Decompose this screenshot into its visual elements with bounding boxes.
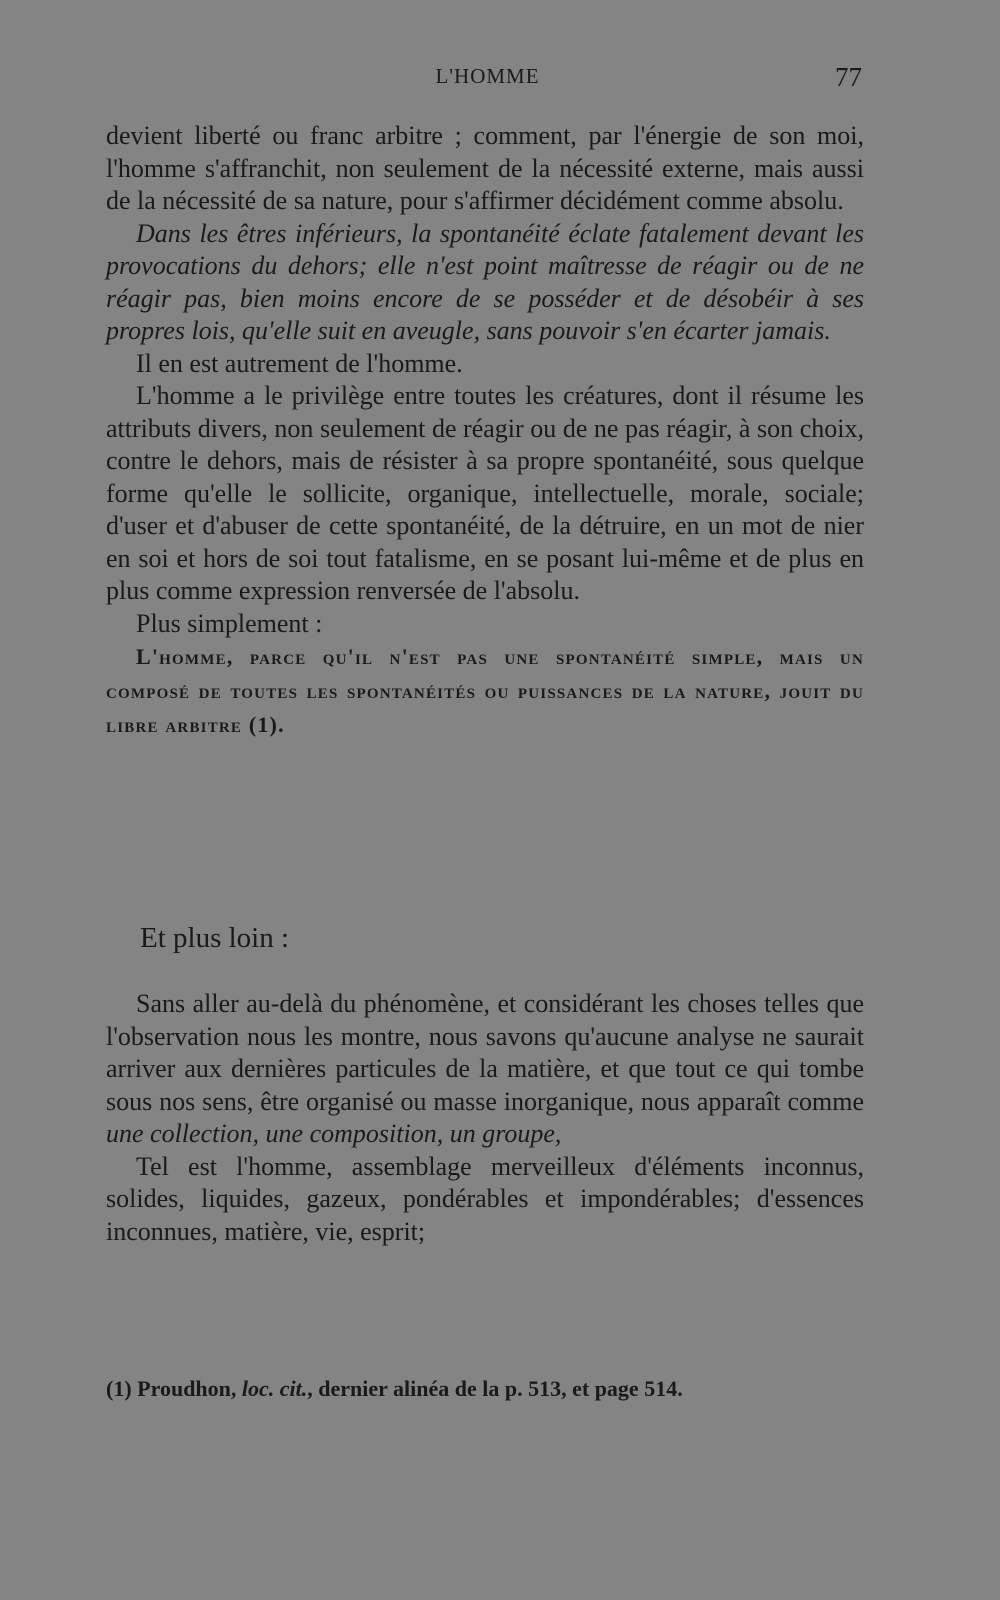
paragraph-such-is-man: Tel est l'homme, assemblage merveilleux d'éléments inconnus, solides, liquides, gazeux, pondérables et impondérables; d'essences inconnues, matière, vie, esprit; (106, 1151, 864, 1246)
paragraph-italic-inferior-beings: Dans les êtres inférieurs, la spontanéité éclate fatalement devant les provocations du dehors; elle n'est point maîtresse de réagir ou de ne réagir pas, bien moins encore de se posséder et de désobéir à ses propres lois, qu'elle suit en aveugle, sans pouvoir s'en écarter jamais. (106, 218, 864, 345)
paragraph-otherwise-man: Il en est autrement de l'homme. (136, 348, 463, 378)
paragraph-beyond-phenomenon-italic: une collection, une composition, un groupe, (106, 1119, 562, 1148)
footnote (106, 1374, 864, 1404)
running-head (0, 64, 1000, 96)
transition-heading-block (106, 922, 864, 955)
paragraph-beyond-phenomenon (106, 988, 864, 1151)
paragraph-block-2 (106, 988, 864, 1248)
paragraph-privilege: L'homme a le privilège entre toutes les créatures, dont il résume les attributs divers, non seulement de réagir ou de ne pas réagir, à son choix, contre le dehors, mais de résister à sa propre spontanéité, sous quelque forme qu'elle le sollicite, organique, intellectuelle, morale, sociale; d'user et d'abuser de cette spontanéité, de la détruire, en un mot de nier en soi et hors de soi tout fatalisme, en se posant lui-même et de plus en plus comme expression renversée de l'absolu. (106, 381, 864, 605)
paragraph-beyond-phenomenon-text: Sans aller au-delà du phénomène, et considérant les choses telles que l'observation nous les montre, nous savons qu'aucune analyse ne saurait arriver aux dernières particules de la matière, et que tout ce qui tombe sous nos sens, être organisé ou masse inorganique, nous apparaît comme (106, 989, 864, 1116)
transition-heading: Et plus loin : (140, 922, 290, 954)
footnote-citation: loc. cit. (241, 1376, 308, 1401)
page-number: 77 (835, 62, 862, 92)
chapter-title: L'HOMME (435, 64, 540, 88)
paragraph-smallcaps-conclusion: L'homme, parce qu'il n'est pas une spontanéité simple, mais un composé de toutes les spontanéités ou puissances de la nature, jouit du libre arbitre (1). (106, 644, 864, 737)
footnote-lead: (1) Proudhon, (106, 1376, 237, 1401)
paragraph-continued: devient liberté ou franc arbitre ; comment, par l'énergie de son moi, l'homme s'affranchit, non seulement de la nécessité externe, mais aussi de la nécessité de sa nature, pour s'affirmer décidément comme absolu. (106, 121, 864, 215)
paragraph-more-simply: Plus simplement : (136, 608, 323, 638)
footnote-rest: , dernier alinéa de la p. 513, et page 514. (307, 1376, 683, 1401)
paragraph-block-1 (106, 120, 864, 742)
